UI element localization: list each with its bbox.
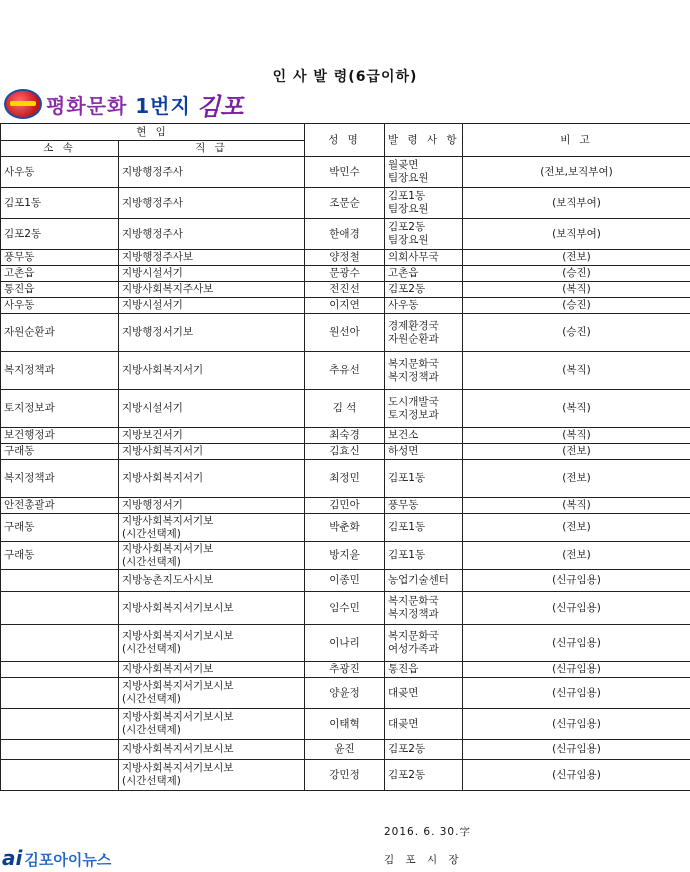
cell-remarks: (전보) <box>463 514 690 542</box>
cell-name: 추광진 <box>305 662 385 678</box>
table-row <box>1 298 690 314</box>
table-row <box>1 314 690 352</box>
table-row <box>1 219 690 250</box>
cell-appointment: 복지문화국 복지정책과 <box>385 592 463 625</box>
cell-name: 강민정 <box>305 760 385 791</box>
cell-appointment: 김포2동 <box>385 740 463 760</box>
cell-dept: 복지정책과 <box>1 352 119 390</box>
cell-dept <box>1 570 119 592</box>
cell-dept <box>1 740 119 760</box>
cell-grade: 지방시설서기 <box>119 390 305 428</box>
cell-grade: 지방행정주사 <box>119 157 305 188</box>
cell-name: 윤진 <box>305 740 385 760</box>
cell-name: 임수민 <box>305 592 385 625</box>
cell-appointment: 김포1동 <box>385 514 463 542</box>
cell-grade: 지방사회복지서기보 (시간선택제) <box>119 514 305 542</box>
cell-name: 조문순 <box>305 188 385 219</box>
table-row <box>1 250 690 266</box>
cell-dept: 김포2동 <box>1 219 119 250</box>
cell-name: 최숙경 <box>305 428 385 444</box>
cell-name: 양윤정 <box>305 678 385 709</box>
cell-grade: 지방시설서기 <box>119 298 305 314</box>
cell-remarks: (복직) <box>463 498 690 514</box>
cell-appointment: 월곶면 팀장요원 <box>385 157 463 188</box>
cell-name: 김 석 <box>305 390 385 428</box>
cell-grade: 지방사회복지주사보 <box>119 282 305 298</box>
cell-name: 박민수 <box>305 157 385 188</box>
cell-remarks: (승진) <box>463 266 690 282</box>
cell-grade: 지방시설서기 <box>119 266 305 282</box>
table-row <box>1 678 690 709</box>
header-dept: 소 속 <box>1 141 119 157</box>
cell-remarks: (신규임용) <box>463 740 690 760</box>
table-row <box>1 266 690 282</box>
table-row <box>1 592 690 625</box>
cell-appointment: 사우동 <box>385 298 463 314</box>
cell-dept: 자원순환과 <box>1 314 119 352</box>
cell-name: 한애경 <box>305 219 385 250</box>
cell-dept <box>1 678 119 709</box>
personnel-table <box>0 123 690 791</box>
cell-grade: 지방행정서기보 <box>119 314 305 352</box>
cell-appointment: 김포2동 팀장요원 <box>385 219 463 250</box>
cell-remarks: (승진) <box>463 314 690 352</box>
banner-slogan-b: 1번지 <box>127 93 191 118</box>
cell-appointment: 농업기술센터 <box>385 570 463 592</box>
cell-grade: 지방행정주사 <box>119 219 305 250</box>
header-name: 성 명 <box>305 124 385 157</box>
cell-name: 최정민 <box>305 460 385 498</box>
table-row <box>1 498 690 514</box>
news-watermark <box>2 846 111 870</box>
cell-grade: 지방사회복지서기 <box>119 352 305 390</box>
cell-name: 이태혁 <box>305 709 385 740</box>
cell-grade: 지방사회복지서기 <box>119 460 305 498</box>
cell-appointment: 김포1동 팀장요원 <box>385 188 463 219</box>
cell-remarks: (신규임용) <box>463 662 690 678</box>
cell-grade: 지방사회복지서기보시보 <box>119 592 305 625</box>
table-row <box>1 662 690 678</box>
cell-dept <box>1 709 119 740</box>
table-row <box>1 188 690 219</box>
table-row <box>1 625 690 662</box>
banner-city: 김포 <box>196 92 244 121</box>
cell-name: 이나리 <box>305 625 385 662</box>
cell-remarks: (신규임용) <box>463 570 690 592</box>
header-current: 현 임 <box>1 124 305 141</box>
cell-dept: 토지정보과 <box>1 390 119 428</box>
cell-grade: 지방행정주사 <box>119 188 305 219</box>
table-row <box>1 542 690 570</box>
cell-appointment: 도시개발국 토지정보과 <box>385 390 463 428</box>
cell-name: 이종민 <box>305 570 385 592</box>
city-banner <box>4 88 243 120</box>
cell-remarks: (보직부여) <box>463 188 690 219</box>
cell-remarks: (전보) <box>463 444 690 460</box>
cell-dept: 구래동 <box>1 514 119 542</box>
header-appointment: 발 령 사 항 <box>385 124 463 157</box>
cell-remarks: (전보) <box>463 250 690 266</box>
table-row <box>1 428 690 444</box>
cell-dept <box>1 662 119 678</box>
cell-appointment: 풍무동 <box>385 498 463 514</box>
footer-signature: 김 포 시 장 <box>384 854 463 866</box>
cell-remarks: (보직부여) <box>463 219 690 250</box>
cell-remarks: (전보,보직부여) <box>463 157 690 188</box>
cell-name: 문광수 <box>305 266 385 282</box>
cell-grade: 지방보건서기 <box>119 428 305 444</box>
cell-appointment: 김포1동 <box>385 460 463 498</box>
cell-remarks: (신규임용) <box>463 592 690 625</box>
cell-appointment: 경제환경국 자원순환과 <box>385 314 463 352</box>
cell-appointment: 김포2동 <box>385 282 463 298</box>
cell-name: 전진선 <box>305 282 385 298</box>
table-row <box>1 352 690 390</box>
cell-name: 양정철 <box>305 250 385 266</box>
cell-remarks: (신규임용) <box>463 709 690 740</box>
cell-dept: 구래동 <box>1 542 119 570</box>
cell-appointment: 의회사무국 <box>385 250 463 266</box>
banner-slogan <box>46 90 191 119</box>
cell-name: 이지연 <box>305 298 385 314</box>
header-remarks: 비 고 <box>463 124 690 157</box>
footer-date: 2016. 6. 30.字 <box>384 826 471 838</box>
table-row <box>1 390 690 428</box>
cell-appointment: 고촌읍 <box>385 266 463 282</box>
banner-slogan-a: 평화문화 <box>46 93 128 118</box>
cell-grade: 지방농촌지도사시보 <box>119 570 305 592</box>
cell-grade: 지방사회복지서기보시보 (시간선택제) <box>119 760 305 791</box>
cell-dept: 김포1동 <box>1 188 119 219</box>
table-row <box>1 514 690 542</box>
cell-name: 방지윤 <box>305 542 385 570</box>
cell-grade: 지방사회복지서기보시보 <box>119 740 305 760</box>
cell-name: 김민아 <box>305 498 385 514</box>
cell-remarks: (전보) <box>463 460 690 498</box>
table-row <box>1 282 690 298</box>
cell-grade: 지방사회복지서기보시보 (시간선택제) <box>119 625 305 662</box>
cell-grade: 지방사회복지서기보시보 (시간선택제) <box>119 709 305 740</box>
cell-grade: 지방사회복지서기보 <box>119 662 305 678</box>
cell-remarks: (신규임용) <box>463 678 690 709</box>
table-row <box>1 570 690 592</box>
watermark-text: 김포아이뉴스 <box>24 851 112 869</box>
cell-remarks: (전보) <box>463 542 690 570</box>
watermark-logo: ai <box>2 846 23 870</box>
cell-grade: 지방행정서기 <box>119 498 305 514</box>
table-row <box>1 157 690 188</box>
cell-appointment: 통진읍 <box>385 662 463 678</box>
cell-dept: 사우동 <box>1 298 119 314</box>
cell-appointment: 보건소 <box>385 428 463 444</box>
table-row <box>1 760 690 791</box>
cell-remarks: (복직) <box>463 282 690 298</box>
cell-remarks: (복직) <box>463 390 690 428</box>
cell-dept <box>1 625 119 662</box>
cell-appointment: 김포2동 <box>385 760 463 791</box>
table-row <box>1 709 690 740</box>
cell-dept: 풍무동 <box>1 250 119 266</box>
table-row <box>1 740 690 760</box>
cell-appointment: 대곶면 <box>385 678 463 709</box>
cell-name: 김효신 <box>305 444 385 460</box>
cell-name: 박춘화 <box>305 514 385 542</box>
cell-appointment: 복지문화국 여성가족과 <box>385 625 463 662</box>
header-grade: 직 급 <box>119 141 305 157</box>
cell-remarks: (신규임용) <box>463 760 690 791</box>
city-logo-icon <box>4 89 42 119</box>
cell-dept <box>1 592 119 625</box>
cell-remarks: (복직) <box>463 352 690 390</box>
cell-dept <box>1 760 119 791</box>
cell-dept: 보건행정과 <box>1 428 119 444</box>
cell-dept: 사우동 <box>1 157 119 188</box>
cell-appointment: 김포1동 <box>385 542 463 570</box>
cell-appointment: 하성면 <box>385 444 463 460</box>
cell-grade: 지방사회복지서기보 (시간선택제) <box>119 542 305 570</box>
cell-name: 원선아 <box>305 314 385 352</box>
cell-dept: 구래동 <box>1 444 119 460</box>
cell-grade: 지방행정주사보 <box>119 250 305 266</box>
cell-remarks: (승진) <box>463 298 690 314</box>
table-row <box>1 460 690 498</box>
cell-grade: 지방사회복지서기보시보 (시간선택제) <box>119 678 305 709</box>
cell-appointment: 복지문화국 복지정책과 <box>385 352 463 390</box>
cell-name: 추유선 <box>305 352 385 390</box>
cell-dept: 안전총괄과 <box>1 498 119 514</box>
cell-dept: 고촌읍 <box>1 266 119 282</box>
cell-grade: 지방사회복지서기 <box>119 444 305 460</box>
document-title: 인 사 발 령(6급이하) <box>272 69 418 85</box>
cell-appointment: 대곶면 <box>385 709 463 740</box>
cell-remarks: (복직) <box>463 428 690 444</box>
table-row <box>1 444 690 460</box>
cell-dept: 복지정책과 <box>1 460 119 498</box>
cell-remarks: (신규임용) <box>463 625 690 662</box>
cell-dept: 통진읍 <box>1 282 119 298</box>
